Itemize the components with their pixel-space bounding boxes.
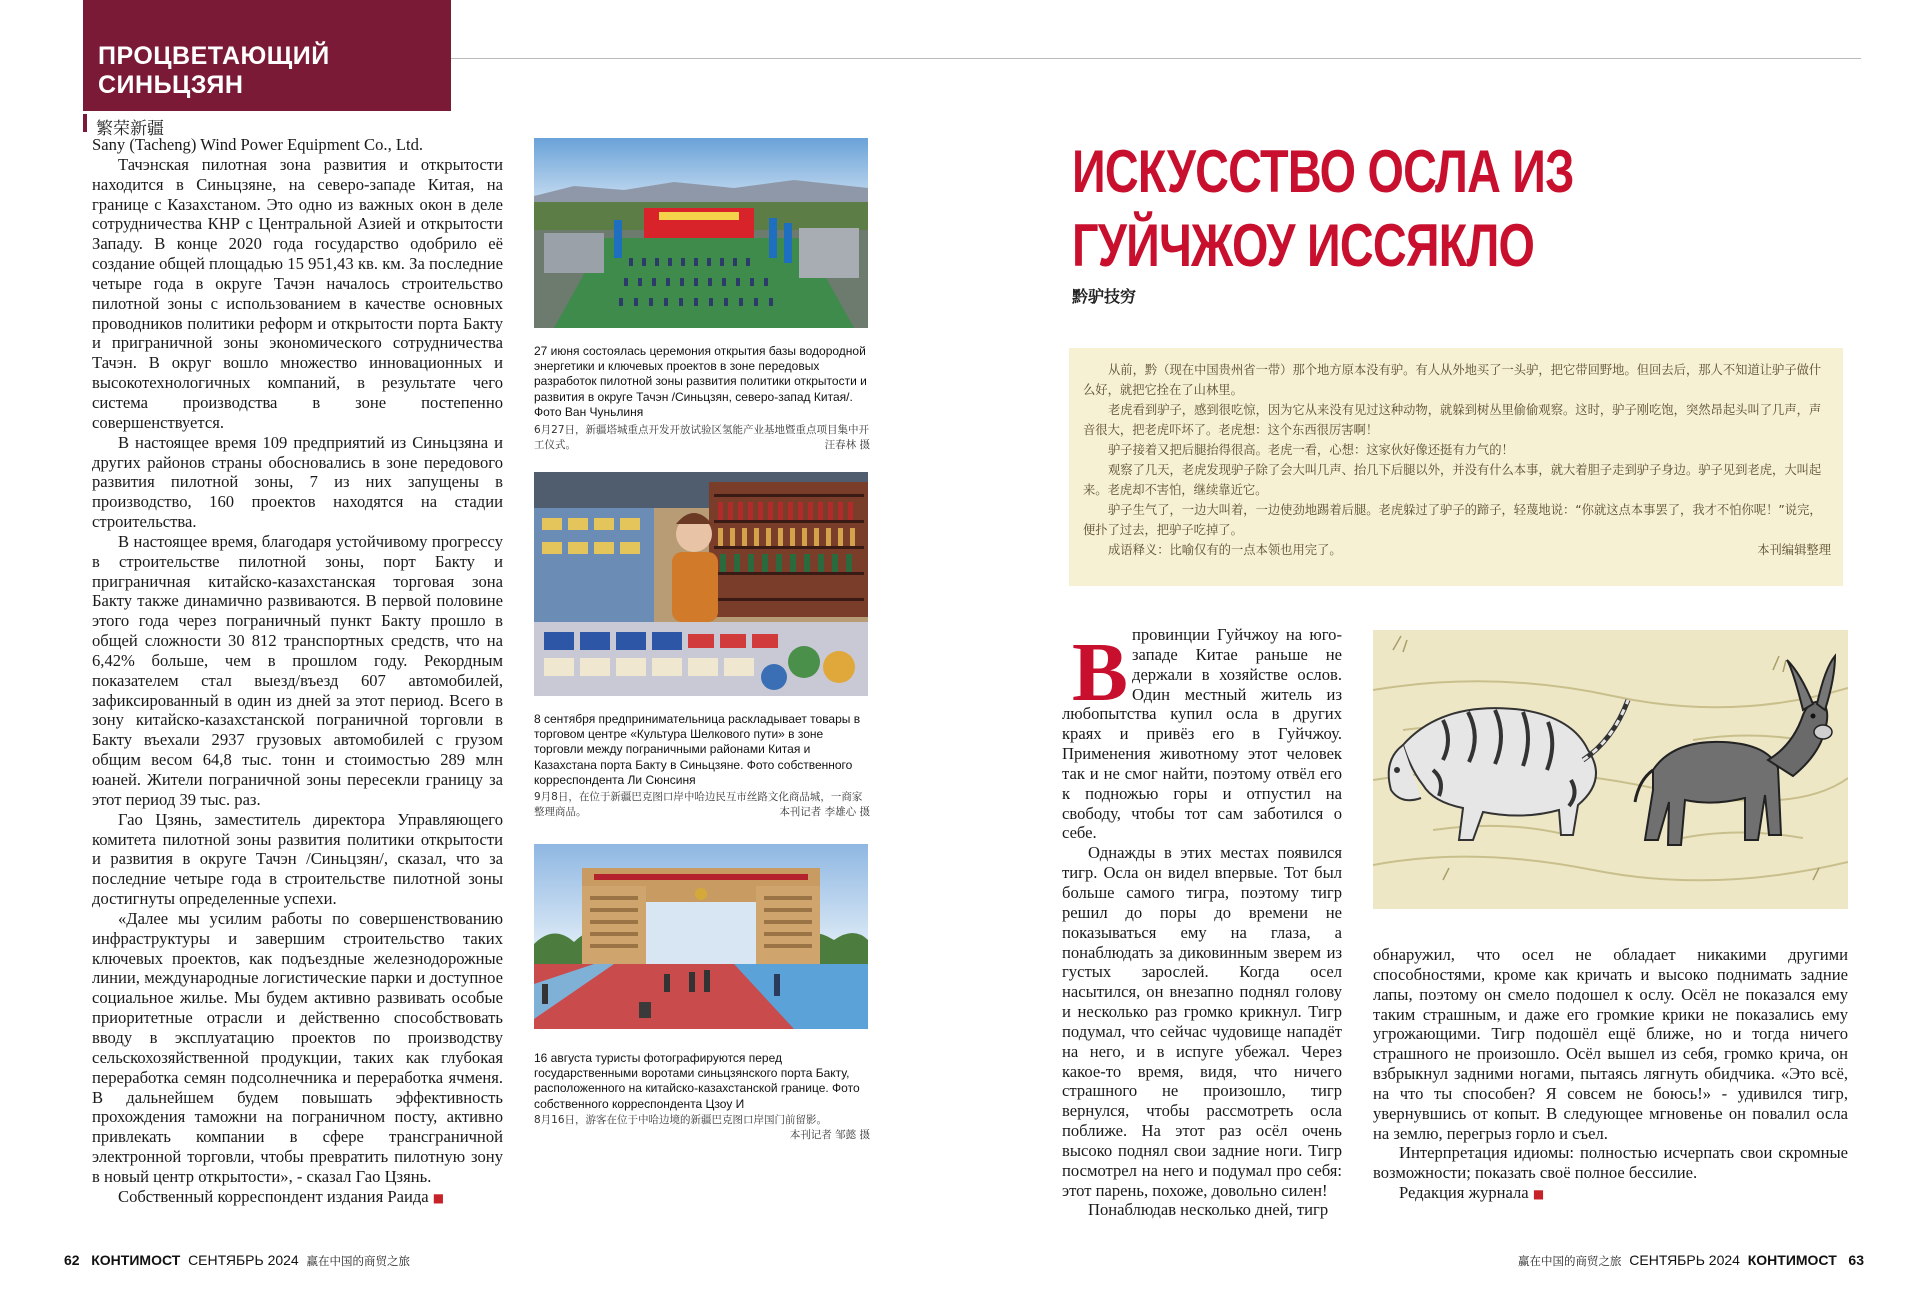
byline — [1373, 1183, 1848, 1205]
caption-cn-text: 8月16日，游客在位于中哈边境的新疆巴克图口岸国门前留影。 — [534, 1114, 828, 1126]
magazine-name-left: КОНТИМОСТ — [91, 1252, 181, 1268]
company-name: Sany (Tacheng) Wind Power Equipment Co., Ltd. — [92, 135, 424, 154]
slogan-cn-left: 赢在中国的商贸之旅 — [306, 1254, 411, 1268]
dropcap-space — [1062, 625, 1132, 701]
chinese-story-text — [1083, 360, 1831, 560]
end-mark-icon: ■ — [432, 1190, 445, 1205]
paragraph: Понаблюдав несколько дней, тигр — [1088, 1200, 1329, 1220]
photo-gate — [534, 844, 868, 1029]
paragraph: В настоящее время 109 предприятий из Синьцзяна и других районов страны обосновались в зоне передового развития пилотной зоны, 7 из них запущены в производство, 160 проектов находятся на стадии строительства. — [92, 432, 503, 532]
photo-credit: 本刊记者 李雄心 摄 — [779, 806, 870, 818]
photo-caption-shop: 8 сентября предпринимательница раскладывает товары в торговом центре «Культура Шелкового пути» в зоне торговли между пограничными районами Китая и Казахстана порта Бакту в Синьцзяне. Фото собственного корреспондента Ли Сюнсиня — [534, 712, 861, 787]
photo-credit: 本刊记者 邹懿 摄 — [789, 1129, 870, 1141]
paragraph-text: провинции Гуйчжоу на юго-западе Китае раньше не держали в хозяйстве ослов. Один местный житель из любопытства купил осла в других краях и привёз его в Гуйчжоу. Применения животному этот человек так и не смог найти, поэтому отвёл его к подножью горы и отпустил на свободу, чтобы тот сам заботился о себе. — [1062, 625, 1342, 843]
issue-right: СЕНТЯБРЬ 2024 — [1629, 1252, 1740, 1268]
page-number-left: 62 — [64, 1252, 80, 1268]
end-mark-icon: ■ — [1532, 1187, 1545, 1202]
cn-paragraph: 驴子生气了，一边大叫着，一边使劲地踢着后腿。老虎躲过了驴子的蹄子，轻蔑地说：“你就这点本事罢了，我才不怕你呢！”说完，便扑了过去，把驴子吃掉了。 — [1083, 503, 1822, 537]
photo-credit: 汪春林 摄 — [824, 439, 870, 451]
section-title-line2: СИНЬЦЗЯН — [98, 71, 244, 99]
right-article-column-1 — [1062, 625, 1342, 1220]
slogan-cn-right: 赢在中国的商贸之旅 — [1517, 1254, 1622, 1268]
byline-text: Редакция журнала — [1399, 1183, 1529, 1203]
footer-right — [1518, 1252, 1864, 1269]
left-article-column — [92, 135, 503, 1209]
cn-paragraph — [1083, 540, 1831, 560]
photo-ceremony — [534, 138, 868, 328]
article-title: ИСКУССТВО ОСЛА ИЗ ГУЙЧЖОУ ИССЯКЛО — [1072, 138, 1574, 279]
byline — [92, 1187, 503, 1209]
dropcap: В — [1072, 626, 1129, 719]
paragraph: обнаружил, что осел не обладает никакими другими способностями, кроме как кричать и высоко поднимать задние лапы, поэтому он смело подошел к ослу. Осёл не показался ему таким страшным, и даже его громкие крики не показались ему угрожающими. Тигр подошёл ещё ближе, но и тогда ничего страшного не произошло. Осёл вышел из себя, громко крича, он взбрыкнул задними ногами, пытаясь лягнуть обидчика. «Это всё, на что ты способен? Я совсем не боюсь!» - удивился тигр, увернувшись от копыт. В следующее мгновенье он повалил осла на землю, перегрыз горло и съел. — [1373, 945, 1848, 1143]
illustration-tiger-donkey — [1373, 630, 1848, 909]
cn-paragraph: 观察了几天，老虎发现驴子除了会大叫几声、抬几下后腿以外，并没有什么本事，就大着胆子走到驴子身边。驴子见到老虎，大叫起来。老虎却不害怕，继续靠近它。 — [1083, 463, 1822, 497]
page-number-right: 63 — [1848, 1252, 1864, 1268]
right-article-column-2 — [1373, 945, 1848, 1205]
photo-caption-cn-shop — [534, 790, 870, 820]
byline-text: Собственный корреспондент издания Раида — [118, 1186, 429, 1206]
cn-idiom-meaning: 成语释义：比喻仅有的一点本领也用完了。 — [1108, 543, 1342, 557]
article-subtitle-cn: 黔驴技穷 — [1072, 287, 1137, 306]
photo-caption-cn-ceremony — [534, 423, 870, 453]
footer-left — [64, 1252, 410, 1269]
header-rule — [451, 58, 1861, 59]
section-subtitle-cn: 繁荣新疆 — [96, 119, 164, 139]
section-title-line1: ПРОЦВЕТАЮЩИЙ — [98, 42, 330, 70]
photo-shop — [534, 472, 868, 696]
magazine-name-right: КОНТИМОСТ — [1747, 1252, 1837, 1268]
caption-cn-text: 9月8日，在位于新疆巴克图口岸中哈边民互市丝路文化商品城，一商家整理商品。 — [534, 791, 863, 818]
paragraph — [1062, 625, 1342, 843]
paragraph: Гао Цзянь, заместитель директора Управляющего комитета пилотной зоны развития политики открытости и развития в округе Тачэн /Синьцзян/, сказал, что за последние четыре года в строительстве пилотной зоны достигнуты определенные успехи. — [92, 809, 503, 909]
photo-caption-ceremony: 27 июня состоялась церемония открытия базы водородной энергетики и ключевых проектов в зоне передовых разработок пилотной зоны развития политики открытости и развития в округе Тачэн /Синьцзян, северо-запад Китая/. Фото Ван Чуньлиня — [534, 344, 867, 419]
issue-left: СЕНТЯБРЬ 2024 — [188, 1252, 299, 1268]
paragraph: Однажды в этих местах появился тигр. Осла он видел впервые. Тот был больше самого тигра, поэтому тигр решил до поры до времени не показываться ему на глаза, а понаблюдать за диковинным зверем из густых зарослей. Когда осел насытился, он внезапно поднял голову и несколько раз громко крикнул. Тигр подумал, что сейчас чудовище нападёт на него, и в испуге убежал. Через какое-то время, видя, что ничего страшного не произошло, тигр вернулся, чтобы рассмотреть осла поближе. На этот раз осёл очень высоко поднял свои задние ноги. Тигр посмотрел на него и подумал про себя: этот парень, похоже, довольно силен! — [1062, 843, 1342, 1200]
photo-caption-cn-gate — [534, 1113, 870, 1143]
section-title — [98, 42, 438, 100]
paragraph: «Далее мы усилим работы по совершенствованию инфраструктуры и завершим строительство таких ключевых проектов, как подъездные железнодорожные линии, международные логистические парки и доступное социальное жилье. Мы будем активно развивать особые приоритетные отрасли и действенно способствовать вводу в эксплуатацию проектов по производству сельскохозяйственной продукции, таких как глубокая переработка семян подсолнечника и переработка ячменя. В дальнейшем будем повышать эффективность прохождения таможни на пограничном посту, активно привлекать компании в сфере трансграничной электронной торговли, чтобы превратить пилотную зону в новый центр открытости», - сказал Гао Цзянь. — [92, 908, 503, 1186]
caption-cn-text: 6月27日，新疆塔城重点开发开放试验区氢能产业基地暨重点项目集中开工仪式。 — [534, 424, 870, 451]
cn-paragraph: 从前，黔（现在中国贵州省一带）那个地方原本没有驴。有人从外地买了一头驴，把它带回野地。但回去后，那人不知道让驴子做什么好，就把它拴在了山林里。 — [1083, 363, 1822, 397]
paragraph: Тачэнская пилотная зона развития и открытости находится в Синьцзяне, на северо-западе Китая, на границе с Казахстаном. Это одно из важных окон в деле сотрудничества КНР с Центральной Азией и открытости Западу. В конце 2020 года государство одобрило её создание общей площадью 15 951,43 кв. км. За последние четыре года в округе Тачэн началось строительство пилотной зоны с использованием в качестве основных проводников политики реформ и открытости порта Бакту и приграничной зоны экономического сотрудничества Тачэн. В округ вошло множество инновационных и высокотехнологичных компаний, в результате чего система производства в зоне постепенно совершенствуется. — [92, 154, 503, 432]
cn-paragraph: 老虎看到驴子，感到很吃惊，因为它从来没有见过这种动物，就躲到树丛里偷偷观察。这时，驴子刚吃饱，突然昂起头叫了几声，声音很大，把老虎吓坏了。老虎想：这个东西很厉害啊！ — [1083, 403, 1822, 437]
section-subtitle-bar — [83, 114, 87, 132]
cn-signoff: 本刊编辑整理 — [1757, 543, 1831, 557]
paragraph: Интерпретация идиомы: полностью исчерпать свои скромные возможности; показать своё полное бессилие. — [1373, 1143, 1848, 1183]
photo-caption-gate: 16 августа туристы фотографируются перед государственными воротами синьцзянского порта Бакту, расположенного на китайско-казахстанской границе. Фото собственного корреспондента Цзоу И — [534, 1051, 860, 1111]
cn-paragraph: 驴子接着又把后腿抬得很高。老虎一看，心想：这家伙好像还挺有力气的！ — [1108, 443, 1514, 457]
paragraph: В настоящее время, благодаря устойчивому прогрессу в строительстве пилотной зоны, порт Бакту и приграничная китайско-казахстанская торговая зона Бакту также динамично развиваются. В первой половине этого года через пограничный пункт Бакту прошло в общей сложности 30 812 транспортных средств, что на 6,42% больше, чем в прошлом году. Рекордным показателем стал выезд/въезд 607 автомобилей, зафиксированный в один из дней за этот период. Всего в зону китайско-казахстанской пограничной торговли в Бакту въехали 2937 грузовых автомобилей с грузом общим весом 64,8 тыс. тонн и стоимостью 289 млн юаней. Жители пограничной зоны пересекли границу за этот период 39 тыс. раз. — [92, 531, 503, 809]
